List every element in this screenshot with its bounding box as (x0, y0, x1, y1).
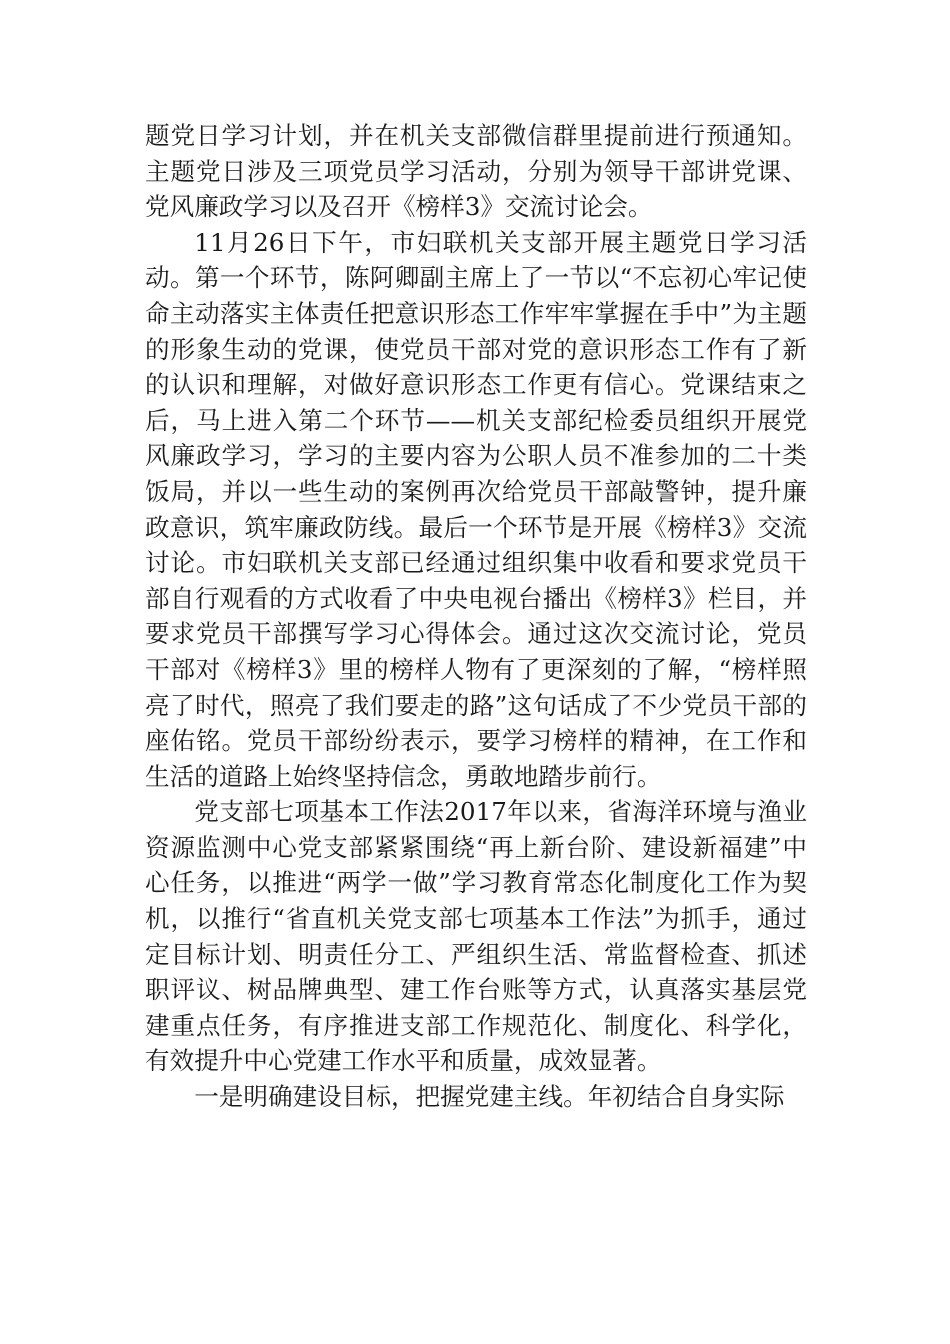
paragraph-4: 一是明确建设目标，把握党建主线。年初结合自身实际 (194, 1082, 785, 1112)
document-body (145, 118, 807, 1115)
paragraph-3: 党支部七项基本工作法2017年以来，省海洋环境与渔业资源监测中心党支部紧紧围绕“再上新台阶、建设新福建”中心任务，以推进“两学一做”学习教育常态化制度化工作为契机，以推行“省直机关党支部七项基本工作法”为抓手，通过定目标计划、明责任分工、严组织生活、常监督检查、抓述职评议、树品牌典型、建工作台账等方式，认真落实基层党建重点任务，有序推进支部工作规范化、制度化、科学化，有效提升中心党建工作水平和质量，成效显著。 (145, 797, 807, 1076)
paragraph-2: 11月26日下午，市妇联机关支部开展主题党日学习活动。第一个环节，陈阿卿副主席上了一节以“不忘初心牢记使命主动落实主体责任把意识形态工作牢牢掌握在手中”为主题的形象生动的党课，使党员干部对党的意识形态工作有了新的认识和理解，对做好意识形态工作更有信心。党课结束之后，马上进入第二个环节——机关支部纪检委员组织开展党风廉政学习，学习的主要内容为公职人员不准参加的二十类饭局，并以一些生动的案例再次给党员干部敲警钟，提升廉政意识，筑牢廉政防线。最后一个环节是开展《榜样3》交流讨论。市妇联机关支部已经通过组织集中收看和要求党员干部自行观看的方式收看了中央电视台播出《榜样3》栏目，并要求党员干部撰写学习心得体会。通过这次交流讨论，党员干部对《榜样3》里的榜样人物有了更深刻的了解，“榜样照亮了时代，照亮了我们要走的路”这句话成了不少党员干部的座佑铭。党员干部纷纷表示，要学习榜样的精神，在工作和生活的道路上始终坚持信念，勇敢地踏步前行。 (145, 227, 807, 791)
paragraph-1: 题党日学习计划，并在机关支部微信群里提前进行预通知。主题党日涉及三项党员学习活动，分别为领导干部讲党课、党风廉政学习以及召开《榜样3》交流讨论会。 (145, 121, 807, 222)
